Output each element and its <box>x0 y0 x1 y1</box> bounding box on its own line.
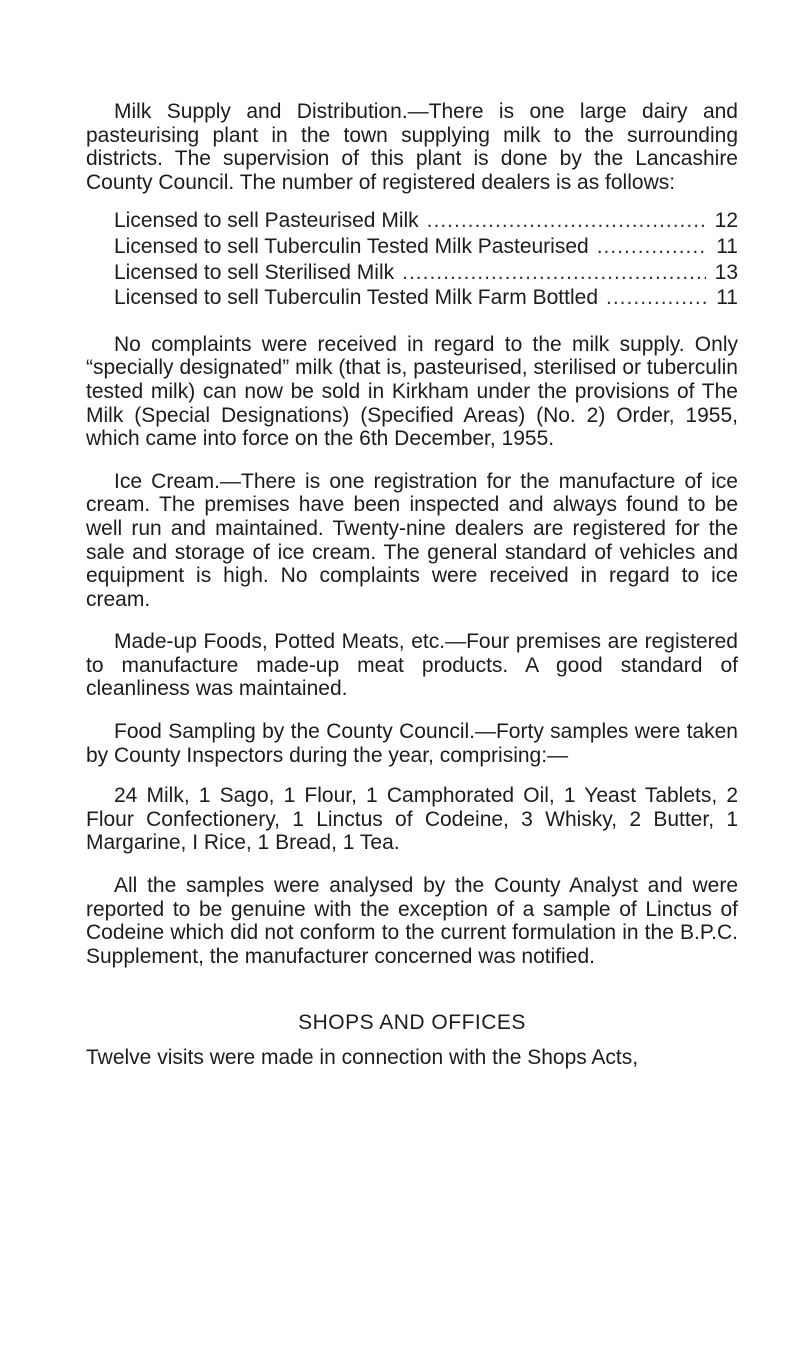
dot-leader <box>427 208 706 234</box>
dot-leader <box>606 285 706 311</box>
dealer-label: Licensed to sell Tuberculin Tested Milk Pasteurised <box>114 234 589 258</box>
samples-list-paragraph: 24 Milk, 1 Sago, 1 Flour, 1 Camphorated Oil, 1 Yeast Tablets, 2 Flour Confectionery, 1 Linctus of Codeine, 3 Whisky, 2 Butter, 1 Margarine, I Rice, 1 Bread, 1 Tea. <box>86 784 738 855</box>
dealer-count: 11 <box>716 286 738 310</box>
dealer-row <box>114 285 738 311</box>
ice-cream-text: —There is one registration for the manufacture of ice cream. The premises have been inspected and always found to be well run and maintained. Twenty-nine dealers are registered for the sale and storage of ice cream. The general standard of vehicles and equipment is high. No complaints were received in regard to ice cream. <box>86 469 738 611</box>
dot-leader <box>402 260 706 286</box>
food-sampling-heading: Food Sampling by the County Council. <box>114 720 475 744</box>
document-page <box>86 100 738 1070</box>
dealer-count: 11 <box>716 234 738 258</box>
food-sampling-text: —Forty samples were taken by County Inspectors during the year, comprising:— <box>86 720 738 767</box>
dealer-row <box>114 234 738 260</box>
milk-supply-paragraph <box>86 100 738 194</box>
registered-dealers-list <box>86 208 738 310</box>
dealer-row <box>114 208 738 234</box>
dealer-count: 12 <box>714 209 738 233</box>
shops-offices-heading: SHOPS AND OFFICES <box>298 1011 526 1035</box>
milk-supply-text: —There is one large dairy and pasteurising plant in the town supplying milk to the surrounding districts. The supervision of this plant is done by the Lancashire County Council. The number of registered dealers is as follows: <box>86 100 738 194</box>
dealer-count: 13 <box>714 260 738 284</box>
dealer-row <box>114 260 738 286</box>
dot-leader <box>597 234 706 260</box>
milk-supply-heading: Milk Supply and Distribution. <box>114 100 408 123</box>
milk-complaints-paragraph: No complaints were received in regard to the milk supply. Only “specially designated” milk (that is, pasteurised, sterilised or tuberculin tested milk) can now be sold in Kirkham under the provisions of The Milk (Special Designations) (Specified Areas) (No. 2) Order, 1955, which came into force on the 6th December, 1955. <box>86 332 738 451</box>
made-up-foods-text: —Four premises are registered to manufacture made-up meat products. A good standard of cleanliness was maintained. <box>86 630 738 701</box>
ice-cream-heading: Ice Cream. <box>114 469 221 493</box>
shops-offices-paragraph: Twelve visits were made in connection with the Shops Acts, <box>86 1046 639 1070</box>
food-sampling-paragraph <box>86 720 738 767</box>
made-up-foods-heading: Made-up Foods, Potted Meats, etc. <box>114 630 446 654</box>
dealer-label: Licensed to sell Pasteurised Milk <box>114 209 419 233</box>
dealer-label: Licensed to sell Tuberculin Tested Milk Farm Bottled <box>114 286 599 310</box>
made-up-foods-paragraph <box>86 630 738 701</box>
dealer-label: Licensed to sell Sterilised Milk <box>114 260 395 284</box>
analysis-paragraph: All the samples were analysed by the County Analyst and were reported to be genuine with the exception of a sample of Linctus of Codeine which did not conform to the current formulation in the B.P.C. Supplement, the manufacturer concerned was notified. <box>86 874 738 968</box>
ice-cream-paragraph <box>86 470 738 612</box>
